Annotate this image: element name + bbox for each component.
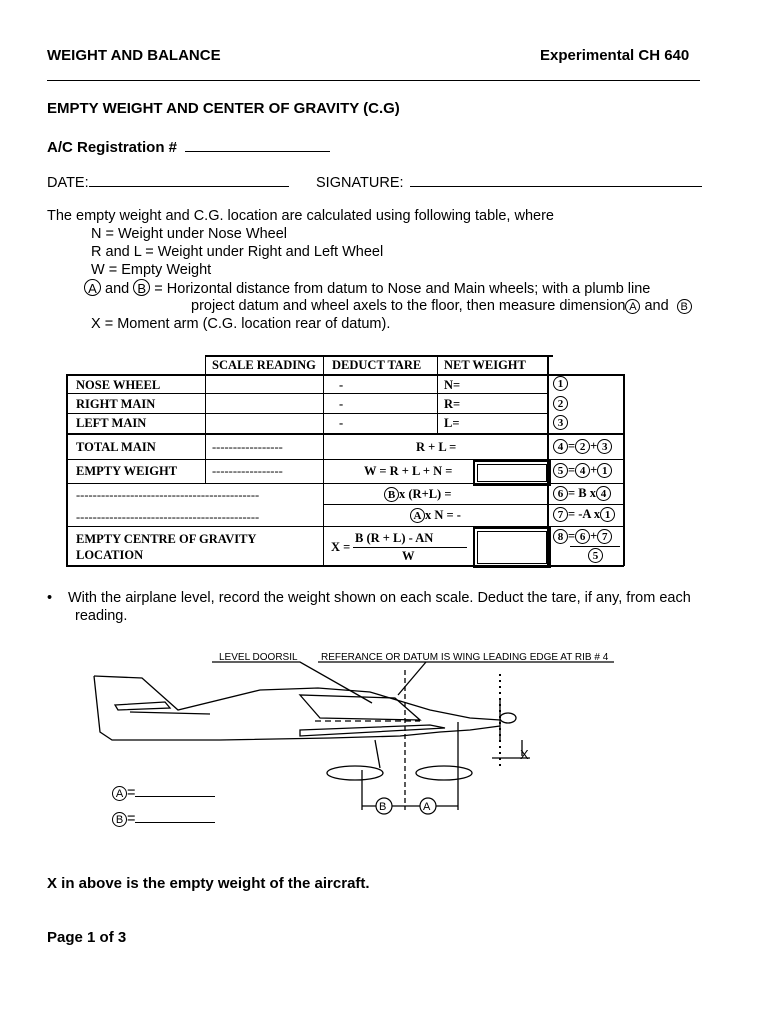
b-eq: = <box>127 811 136 827</box>
a-mult: x N = - <box>425 508 461 522</box>
ref-3: 3 <box>553 415 568 430</box>
def-x: X = Moment arm (C.G. location rear of datum). <box>91 316 391 332</box>
x-eq: X = <box>331 540 351 554</box>
def-ab-text: = Horizontal distance from datum to Nose and Main wheels; with a plumb line <box>154 281 651 297</box>
b-value-field <box>112 808 215 827</box>
header-title: WEIGHT AND BALANCE <box>47 47 221 64</box>
ref-7: 7 = -A x 1 <box>553 507 615 522</box>
circle-b-field: B <box>112 812 127 827</box>
ref-5: 5 = 4 + 1 <box>553 463 612 478</box>
net-r: R= <box>444 397 461 411</box>
ref-1: 1 <box>553 376 568 391</box>
cg-result-box[interactable] <box>473 527 551 568</box>
label-datum: REFERANCE OR DATUM IS WING LEADING EDGE AT RIB # 4 <box>321 652 609 663</box>
a-blank[interactable] <box>135 782 215 797</box>
dim-b: B <box>379 801 387 813</box>
dash-row-1: -------------------------------------------- <box>76 488 260 502</box>
circle-b: B <box>133 279 150 296</box>
def-ab-text2: project datum and wheel axels to the floor, then measure dimension <box>191 298 626 314</box>
dim-a: A <box>423 801 431 813</box>
header-model: Experimental CH 640 <box>540 47 690 64</box>
col-deduct-tare: DEDUCT TARE <box>332 358 422 372</box>
def-rl: R and L = Weight under Right and Left Wheel <box>91 244 384 260</box>
ref-8: 8 = 6 + 7 <box>553 529 612 544</box>
bullet-text-2: reading. <box>75 608 128 624</box>
circle-a-small: A <box>625 299 640 314</box>
circle-a-field: A <box>112 786 127 801</box>
circle-b-table: B <box>384 487 399 502</box>
circle-b-small: B <box>677 299 692 314</box>
row-right-main: RIGHT MAIN <box>76 397 156 411</box>
date-label: DATE: <box>47 175 89 191</box>
frac-num: B (R + L) - AN <box>355 531 434 545</box>
circle-a-table: A <box>410 508 425 523</box>
def-ab2-and: and <box>644 298 669 314</box>
footer-note: X in above is the empty weight of the aircraft. <box>47 875 370 892</box>
a-eq: = <box>127 785 136 801</box>
label-x: X <box>520 747 529 762</box>
intro-line: The empty weight and C.G. location are calculated using following table, where <box>47 208 554 224</box>
frac-den: W <box>402 549 415 563</box>
ref-5-den: 5 <box>588 548 603 563</box>
label-level-doorsil: LEVEL DOORSIL <box>219 652 298 663</box>
b-mult-row <box>384 487 451 502</box>
def-n: N = Weight under Nose Wheel <box>91 226 287 242</box>
empty-weight-box[interactable] <box>473 460 551 486</box>
row-empty-weight: EMPTY WEIGHT <box>76 464 178 478</box>
bullet-text: With the airplane level, record the weight shown on each scale. Deduct the tare, if any, from each <box>68 590 691 606</box>
scale-dash-total: ----------------- <box>212 440 283 454</box>
row-ecg: EMPTY CENTRE OF GRAVITY <box>76 532 257 546</box>
row-ecg-location: LOCATION <box>76 548 144 562</box>
a-mult-row <box>410 508 461 523</box>
row-left-main: LEFT MAIN <box>76 416 147 430</box>
tare-nose: - <box>339 378 344 392</box>
dash-row-2: -------------------------------------------- <box>76 510 260 524</box>
net-l: L= <box>444 416 460 430</box>
net-n: N= <box>444 378 461 392</box>
scale-dash-empty: ----------------- <box>212 464 283 478</box>
bullet-dot: • <box>47 590 53 606</box>
fuselage-top <box>94 676 500 720</box>
ref-4: 4 = 2 + 3 <box>553 439 612 454</box>
col-net-weight: NET WEIGHT <box>444 358 526 372</box>
b-blank[interactable] <box>135 808 215 823</box>
tare-right: - <box>339 397 344 411</box>
registration-label: A/C Registration # <box>47 139 178 156</box>
row-total-main: TOTAL MAIN <box>76 440 156 454</box>
section-title: EMPTY WEIGHT AND CENTER OF GRAVITY (C.G) <box>47 100 400 117</box>
def-ab-and: and <box>105 281 130 297</box>
circle-a: A <box>84 279 101 296</box>
ref-6: 6 = B x 4 <box>553 486 611 501</box>
rl-sum: R + L = <box>416 440 457 454</box>
signature-label: SIGNATURE: <box>316 175 404 191</box>
w-formula: W = R + L + N = <box>364 464 453 478</box>
tare-left: - <box>339 416 344 430</box>
def-w: W = Empty Weight <box>91 262 212 278</box>
a-value-field <box>112 782 215 801</box>
b-mult: x (R+L) = <box>399 487 452 501</box>
ref-2: 2 <box>553 396 568 411</box>
col-scale-reading: SCALE READING <box>212 358 316 372</box>
row-nose-wheel: NOSE WHEEL <box>76 378 161 392</box>
page-number: Page 1 of 3 <box>47 929 127 946</box>
